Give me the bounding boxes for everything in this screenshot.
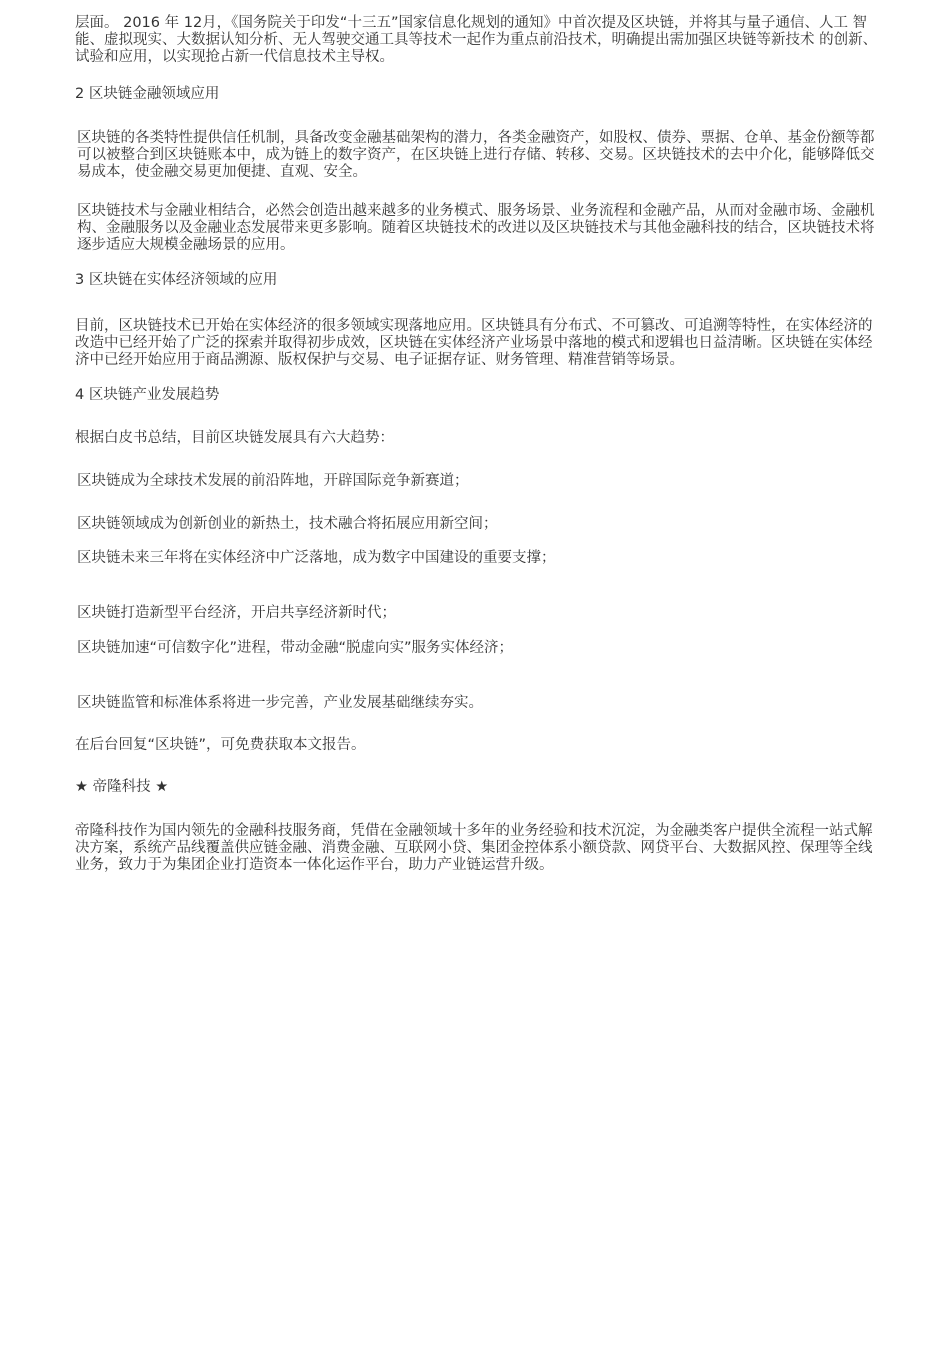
trend-item-5: 区块链加速“可信数字化”进程，带动金融“脱虚向实”服务实体经济； xyxy=(77,640,514,656)
section-2-paragraph-2: 区块链技术与金融业相结合，必然会创造出越来越多的业务模式、服务场景、业务流程和金融产品，从而对金融市场、金融机构、金融服务以及金融业态发展带来更多影响。随着区块链技术的改进以及区块链技术与其他金融科技的结合，区块链技术将逐步适应大规模金融场景的应用。 xyxy=(77,203,875,253)
reply-note: 在后台回复“区块链”，可免费获取本文报告。 xyxy=(75,737,366,753)
company-paragraph: 帝隆科技作为国内领先的金融科技服务商，凭借在金融领域十多年的业务经验和技术沉淀，为金融类客户提供全流程一站式解决方案，系统产品线覆盖供应链金融、消费金融、互联网小贷、集团金控体系小额贷款、网贷平台、大数据风控、保理等全线业务，致力于为集团企业打造资本一体化运作平台，助力产业链运营升级。 xyxy=(75,823,873,873)
trend-item-3: 区块链未来三年将在实体经济中广泛落地，成为数字中国建设的重要支撑； xyxy=(77,550,556,566)
section-3-heading: 3 区块链在实体经济领域的应用 xyxy=(75,272,278,288)
section-4-heading: 4 区块链产业发展趋势 xyxy=(75,387,220,403)
intro-paragraph: 层面。 2016 年 12月，《国务院关于印发“十三五”国家信息化规划的通知》中首次提及区块链，并将其与量子通信、人工 智能、虚拟现实、大数据认知分析、无人驾驶交通工具等技术一起作为重点前沿技术，明确提出需加强区块链等新技术 的创新、试验和应用，以实现抢占新一代信息技术主导权。 xyxy=(75,15,878,65)
trend-item-6: 区块链监管和标准体系将进一步完善，产业发展基础继续夯实。 xyxy=(77,695,483,711)
company-heading: ★ 帝隆科技 ★ xyxy=(75,779,169,795)
trend-item-2: 区块链领域成为创新创业的新热土，技术融合将拓展应用新空间； xyxy=(77,516,498,532)
section-2-heading: 2 区块链金融领域应用 xyxy=(75,86,220,102)
section-3-paragraph: 目前，区块链技术已开始在实体经济的很多领域实现落地应用。区块链具有分布式、不可篡改、可追溯等特性，在实体经济的改造中已经开始了广泛的探索并取得初步成效，区块链在实体经济产业场景中落地的模式和逻辑也日益清晰。区块链在实体经济中已经开始应用于商品溯源、版权保护与交易、电子证据存证、财务管理、精准营销等场景。 xyxy=(75,318,873,368)
trend-item-1: 区块链成为全球技术发展的前沿阵地，开辟国际竞争新赛道； xyxy=(77,473,469,489)
section-4-intro: 根据白皮书总结，目前区块链发展具有六大趋势： xyxy=(75,430,394,446)
section-2-paragraph-1: 区块链的各类特性提供信任机制，具备改变金融基础架构的潜力，各类金融资产，如股权、债券、票据、仓单、基金份额等都可以被整合到区块链账本中，成为链上的数字资产，在区块链上进行存储、转移、交易。区块链技术的去中介化，能够降低交易成本，使金融交易更加便捷、直观、安全。 xyxy=(77,130,875,180)
trend-item-4: 区块链打造新型平台经济，开启共享经济新时代； xyxy=(77,605,396,621)
